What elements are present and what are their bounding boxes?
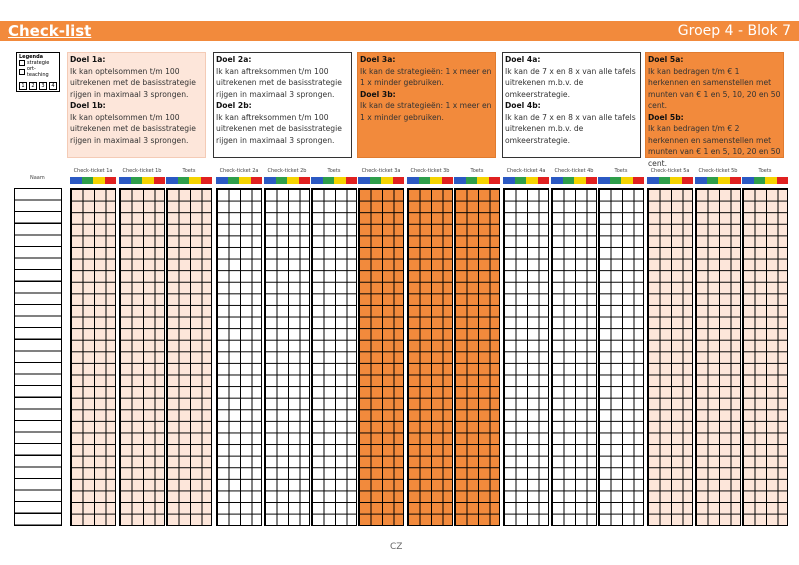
check-grid[interactable] bbox=[119, 188, 165, 526]
color-swatch bbox=[707, 177, 719, 184]
color-swatch bbox=[730, 177, 742, 184]
goal-text: Ik kan aftreksommen t/m 100 uitrekenen met de basisstrategie rijgen in maximaal 3 sprongen. bbox=[216, 66, 342, 99]
color-strip bbox=[598, 177, 644, 184]
check-grid[interactable] bbox=[358, 188, 404, 526]
color-swatch bbox=[407, 177, 419, 184]
goal-box-4 bbox=[502, 52, 641, 158]
check-grid[interactable] bbox=[70, 188, 116, 526]
color-swatch bbox=[563, 177, 575, 184]
color-swatch bbox=[334, 177, 346, 184]
column-header: Check-ticket 4b bbox=[554, 168, 594, 174]
color-swatch bbox=[621, 177, 633, 184]
color-swatch bbox=[695, 177, 707, 184]
check-grid[interactable] bbox=[551, 188, 597, 526]
legend-squares bbox=[19, 82, 57, 90]
column-header: Toets bbox=[327, 168, 341, 174]
check-grid[interactable] bbox=[598, 188, 644, 526]
color-swatch bbox=[538, 177, 550, 184]
column-header: Toets bbox=[758, 168, 772, 174]
goal-heading: Doel 5a: bbox=[648, 55, 684, 64]
column-header: Check-ticket 1a bbox=[73, 168, 113, 174]
color-swatch bbox=[515, 177, 527, 184]
page-title: Check-list bbox=[8, 22, 92, 40]
color-strip bbox=[647, 177, 693, 184]
legend-square: 1 bbox=[19, 82, 27, 90]
column-header: Toets bbox=[470, 168, 484, 174]
check-grid[interactable] bbox=[264, 188, 310, 526]
group-label: Groep 4 - Blok 7 bbox=[677, 23, 791, 39]
color-strip bbox=[454, 177, 500, 184]
column-header: Check-ticket 5b bbox=[698, 168, 738, 174]
goal-text: Ik kan bedragen t/m € 1 herkennen en samenstellen met munten van € 1 en 5, 10, 20 en 50 cent. bbox=[648, 66, 781, 110]
goal-box-5 bbox=[645, 52, 784, 168]
goal-text: Ik kan de 7 x en 8 x van alle tafels uitrekenen m.b.v. de omkeerstrategie. bbox=[505, 66, 636, 99]
color-swatch bbox=[82, 177, 94, 184]
goal-text: Ik kan de strategieën: 1 x meer en 1 x minder gebruiken. bbox=[360, 101, 492, 122]
check-grid[interactable] bbox=[695, 188, 741, 526]
color-strip bbox=[742, 177, 788, 184]
color-swatch bbox=[346, 177, 358, 184]
goal-box-3 bbox=[357, 52, 496, 158]
color-swatch bbox=[276, 177, 288, 184]
legend-square: 2 bbox=[29, 82, 37, 90]
color-swatch bbox=[777, 177, 789, 184]
goal-text: Ik kan optelsommen t/m 100 uitrekenen met de basisstrategie rijgen in maximaal 3 sprongen. bbox=[70, 66, 196, 99]
color-swatch bbox=[370, 177, 382, 184]
goal-heading: Doel 4b: bbox=[505, 101, 541, 110]
legend-title: Legenda bbox=[19, 54, 44, 60]
legend bbox=[16, 52, 60, 92]
color-swatch bbox=[251, 177, 263, 184]
color-strip bbox=[70, 177, 116, 184]
goal-heading: Doel 2b: bbox=[216, 101, 252, 110]
color-swatch bbox=[598, 177, 610, 184]
check-grid[interactable] bbox=[647, 188, 693, 526]
color-strip bbox=[551, 177, 597, 184]
color-strip bbox=[695, 177, 741, 184]
name-column[interactable] bbox=[14, 188, 62, 526]
color-swatch bbox=[287, 177, 299, 184]
color-swatch bbox=[264, 177, 276, 184]
color-strip bbox=[358, 177, 404, 184]
color-swatch bbox=[189, 177, 201, 184]
column-header: Check-ticket 3a bbox=[361, 168, 401, 174]
goal-heading: Doel 3b: bbox=[360, 89, 396, 99]
goal-text: Ik kan de strategieën: 1 x meer en 1 x minder gebruiken. bbox=[360, 66, 492, 87]
color-swatch bbox=[228, 177, 240, 184]
color-strip bbox=[119, 177, 165, 184]
column-header: Check-ticket 2b bbox=[267, 168, 307, 174]
goal-box-1 bbox=[67, 52, 206, 158]
color-swatch bbox=[131, 177, 143, 184]
column-header: Check-ticket 1b bbox=[122, 168, 162, 174]
color-swatch bbox=[299, 177, 311, 184]
goal-heading: Doel 5b: bbox=[648, 112, 684, 122]
column-header: Check-ticket 3b bbox=[410, 168, 450, 174]
check-grid[interactable] bbox=[311, 188, 357, 526]
color-swatch bbox=[659, 177, 671, 184]
goal-box-2 bbox=[213, 52, 352, 158]
column-header: Toets bbox=[182, 168, 196, 174]
color-swatch bbox=[718, 177, 730, 184]
color-strip bbox=[216, 177, 262, 184]
color-strip bbox=[311, 177, 357, 184]
goal-heading: Doel 1a: bbox=[70, 55, 106, 64]
color-swatch bbox=[610, 177, 622, 184]
goal-heading: Doel 1b: bbox=[70, 101, 106, 110]
color-swatch bbox=[323, 177, 335, 184]
color-swatch bbox=[201, 177, 213, 184]
check-grid[interactable] bbox=[454, 188, 500, 526]
color-swatch bbox=[682, 177, 694, 184]
color-swatch bbox=[647, 177, 659, 184]
color-swatch bbox=[742, 177, 754, 184]
color-swatch bbox=[381, 177, 393, 184]
legend-item: ort-teaching bbox=[26, 66, 49, 78]
color-swatch bbox=[526, 177, 538, 184]
color-swatch bbox=[670, 177, 682, 184]
color-swatch bbox=[178, 177, 190, 184]
color-swatch bbox=[105, 177, 117, 184]
column-header: Check-ticket 2a bbox=[219, 168, 259, 174]
goal-text: Ik kan de 7 x en 8 x van alle tafels uitrekenen m.b.v. de omkeerstrategie. bbox=[505, 112, 636, 145]
color-strip bbox=[166, 177, 212, 184]
color-swatch bbox=[142, 177, 154, 184]
color-swatch bbox=[574, 177, 586, 184]
color-strip bbox=[503, 177, 549, 184]
color-swatch bbox=[430, 177, 442, 184]
color-swatch bbox=[765, 177, 777, 184]
color-strip bbox=[264, 177, 310, 184]
color-swatch bbox=[311, 177, 323, 184]
column-header: Check-ticket 5a bbox=[650, 168, 690, 174]
color-swatch bbox=[216, 177, 228, 184]
legend-square: 3 bbox=[39, 82, 47, 90]
color-swatch bbox=[419, 177, 431, 184]
column-header: Check-ticket 4a bbox=[506, 168, 546, 174]
color-swatch bbox=[489, 177, 501, 184]
legend-square: 4 bbox=[49, 82, 57, 90]
legend-box bbox=[19, 69, 25, 75]
color-swatch bbox=[454, 177, 466, 184]
check-grid[interactable] bbox=[216, 188, 262, 526]
check-grid[interactable] bbox=[742, 188, 788, 526]
color-swatch bbox=[119, 177, 131, 184]
color-swatch bbox=[586, 177, 598, 184]
color-swatch bbox=[93, 177, 105, 184]
color-swatch bbox=[466, 177, 478, 184]
color-strip bbox=[407, 177, 453, 184]
color-swatch bbox=[633, 177, 645, 184]
check-grid[interactable] bbox=[503, 188, 549, 526]
color-swatch bbox=[393, 177, 405, 184]
color-swatch bbox=[503, 177, 515, 184]
color-swatch bbox=[551, 177, 563, 184]
legend-item: strategie bbox=[27, 60, 50, 66]
legend-box bbox=[19, 60, 25, 66]
header-banner bbox=[0, 21, 799, 41]
color-swatch bbox=[477, 177, 489, 184]
color-swatch bbox=[754, 177, 766, 184]
color-swatch bbox=[358, 177, 370, 184]
goal-heading: Doel 4a: bbox=[505, 55, 541, 64]
legend-row-2 bbox=[19, 66, 57, 78]
goal-text: Ik kan bedragen t/m € 2 herkennen en samenstellen met munten van € 1 en 5, 10, 20 en 50 cent. bbox=[648, 124, 781, 168]
color-swatch bbox=[442, 177, 454, 184]
color-swatch bbox=[70, 177, 82, 184]
check-grid[interactable] bbox=[166, 188, 212, 526]
goal-text: Ik kan aftreksommen t/m 100 uitrekenen met de basisstrategie rijgen in maximaal 3 sprongen. bbox=[216, 112, 342, 145]
goal-heading: Doel 2a: bbox=[216, 55, 252, 64]
footer-logo: CZ bbox=[390, 542, 403, 552]
color-swatch bbox=[239, 177, 251, 184]
goal-heading: Doel 3a: bbox=[360, 55, 396, 64]
color-swatch bbox=[166, 177, 178, 184]
goal-text: Ik kan optelsommen t/m 100 uitrekenen met de basisstrategie rijgen in maximaal 3 sprongen. bbox=[70, 112, 196, 145]
color-swatch bbox=[154, 177, 166, 184]
column-header: Toets bbox=[614, 168, 628, 174]
name-header: Naam bbox=[30, 175, 45, 181]
check-grid[interactable] bbox=[407, 188, 453, 526]
